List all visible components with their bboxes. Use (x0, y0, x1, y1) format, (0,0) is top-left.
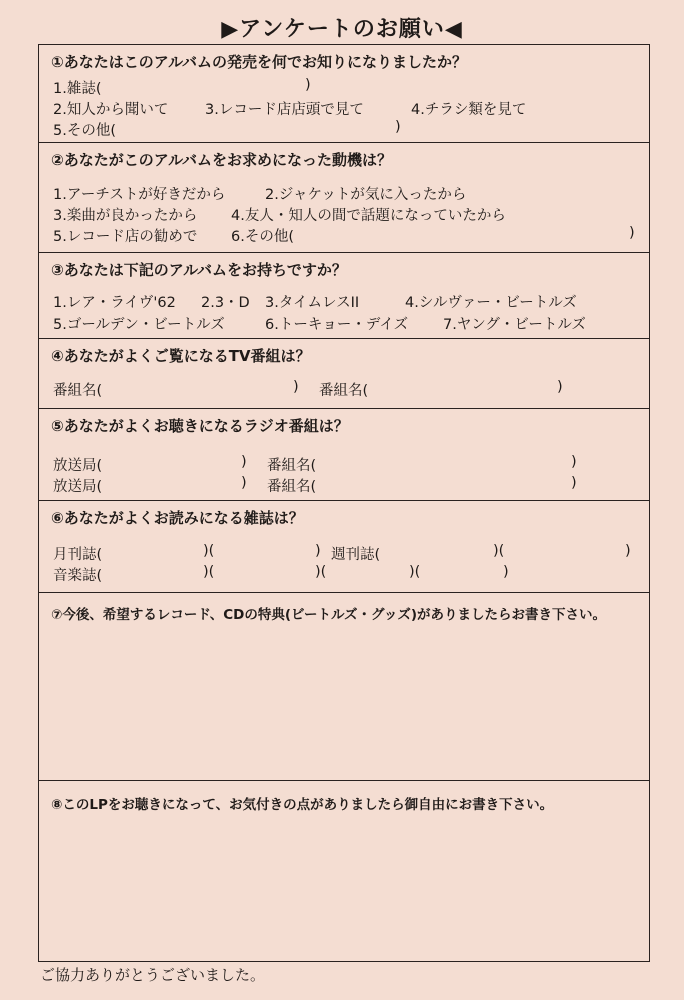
question-6-text: ⑥あなたがよくお読みになる雑誌は？ (51, 509, 304, 527)
question-7 (39, 593, 649, 781)
question-8 (39, 781, 649, 963)
question-5-text: ⑤あなたがよくお聴きになるラジオ番組は？ (51, 417, 349, 435)
footer-thanks: ご協力ありがとうございました。 (40, 966, 266, 984)
question-6 (39, 501, 649, 593)
option-text: 6.その他( (231, 229, 294, 245)
question-1-text: ①あなたはこのアルバムの発売を何でお知りになりましたか？ (51, 53, 468, 71)
field-label: 週刊誌( (331, 547, 381, 563)
question-8-text: ⑧このLPをお聴きになって、お気付きの点がありましたら御自由にお書き下さい。 (51, 797, 554, 813)
blank-close: ) (625, 543, 631, 559)
album-option: 2.3・D (201, 295, 250, 311)
field-label: 放送局( (53, 479, 103, 495)
blank-separator: )( (315, 564, 327, 580)
survey-form (38, 44, 650, 962)
option-text: 2.ジャケットが気に入ったから (265, 187, 467, 203)
question-7-text: ⑦今後、希望するレコード、CDの特典(ビートルズ・グッズ)がありましたらお書き下さい。 (51, 607, 607, 623)
album-option: 1.レア・ライヴ'62 (53, 295, 176, 311)
blank-close: ) (557, 379, 563, 395)
album-option: 6.トーキョー・デイズ (265, 317, 409, 333)
option-text: 3.レコード店店頭で見て (205, 102, 364, 118)
field-label: 放送局( (53, 458, 103, 474)
question-4-text: ④あなたがよくご覧になるTV番組は？ (51, 347, 311, 365)
blank-close: ) (503, 564, 509, 580)
album-option: 4.シルヴァー・ビートルズ (405, 295, 577, 311)
album-option: 3.タイムレスII (265, 295, 360, 311)
blank-close: ) (241, 475, 247, 491)
blank-separator: )( (409, 564, 421, 580)
option-text: 1.雑誌( (53, 81, 102, 97)
question-3-text: ③あなたは下記のアルバムをお持ちですか？ (51, 261, 347, 279)
album-option: 5.ゴールデン・ビートルズ (53, 317, 225, 333)
option-text: 4.友人・知人の間で話題になっていたから (231, 208, 506, 224)
blank-separator: )( (203, 543, 215, 559)
blank-close: ) (629, 225, 635, 241)
option-text: 5.その他( (53, 123, 116, 139)
blank-close: ) (395, 119, 401, 135)
field-label: 番組名( (267, 458, 317, 474)
field-label: 番組名( (267, 479, 317, 495)
field-label: 音楽誌( (53, 568, 103, 584)
field-label: 番組名( (319, 383, 369, 399)
blank-close: ) (241, 454, 247, 470)
question-2 (39, 143, 649, 253)
field-label: 番組名( (53, 383, 103, 399)
blank-close: ) (315, 543, 321, 559)
page-title: ▶アンケートのお願い◀ (221, 17, 463, 42)
option-text: 3.楽曲が良かったから (53, 208, 198, 224)
option-text: 5.レコード店の勧めで (53, 229, 198, 245)
option-text: 1.アーチストが好きだから (53, 187, 226, 203)
field-label: 月刊誌( (53, 547, 103, 563)
blank-separator: )( (493, 543, 505, 559)
album-option: 7.ヤング・ビートルズ (443, 317, 586, 333)
option-text: 2.知人から聞いて (53, 102, 169, 118)
question-5 (39, 409, 649, 501)
blank-close: ) (571, 475, 577, 491)
question-1 (39, 45, 649, 143)
blank-close: ) (293, 379, 299, 395)
question-2-text: ②あなたがこのアルバムをお求めになった動機は？ (51, 151, 393, 169)
question-4 (39, 339, 649, 409)
option-text: 4.チラシ類を見て (411, 102, 527, 118)
answer-area[interactable] (49, 821, 639, 955)
answer-area[interactable] (49, 629, 639, 772)
question-3 (39, 253, 649, 339)
blank-separator: )( (203, 564, 215, 580)
blank-close: ) (305, 77, 311, 93)
blank-close: ) (571, 454, 577, 470)
